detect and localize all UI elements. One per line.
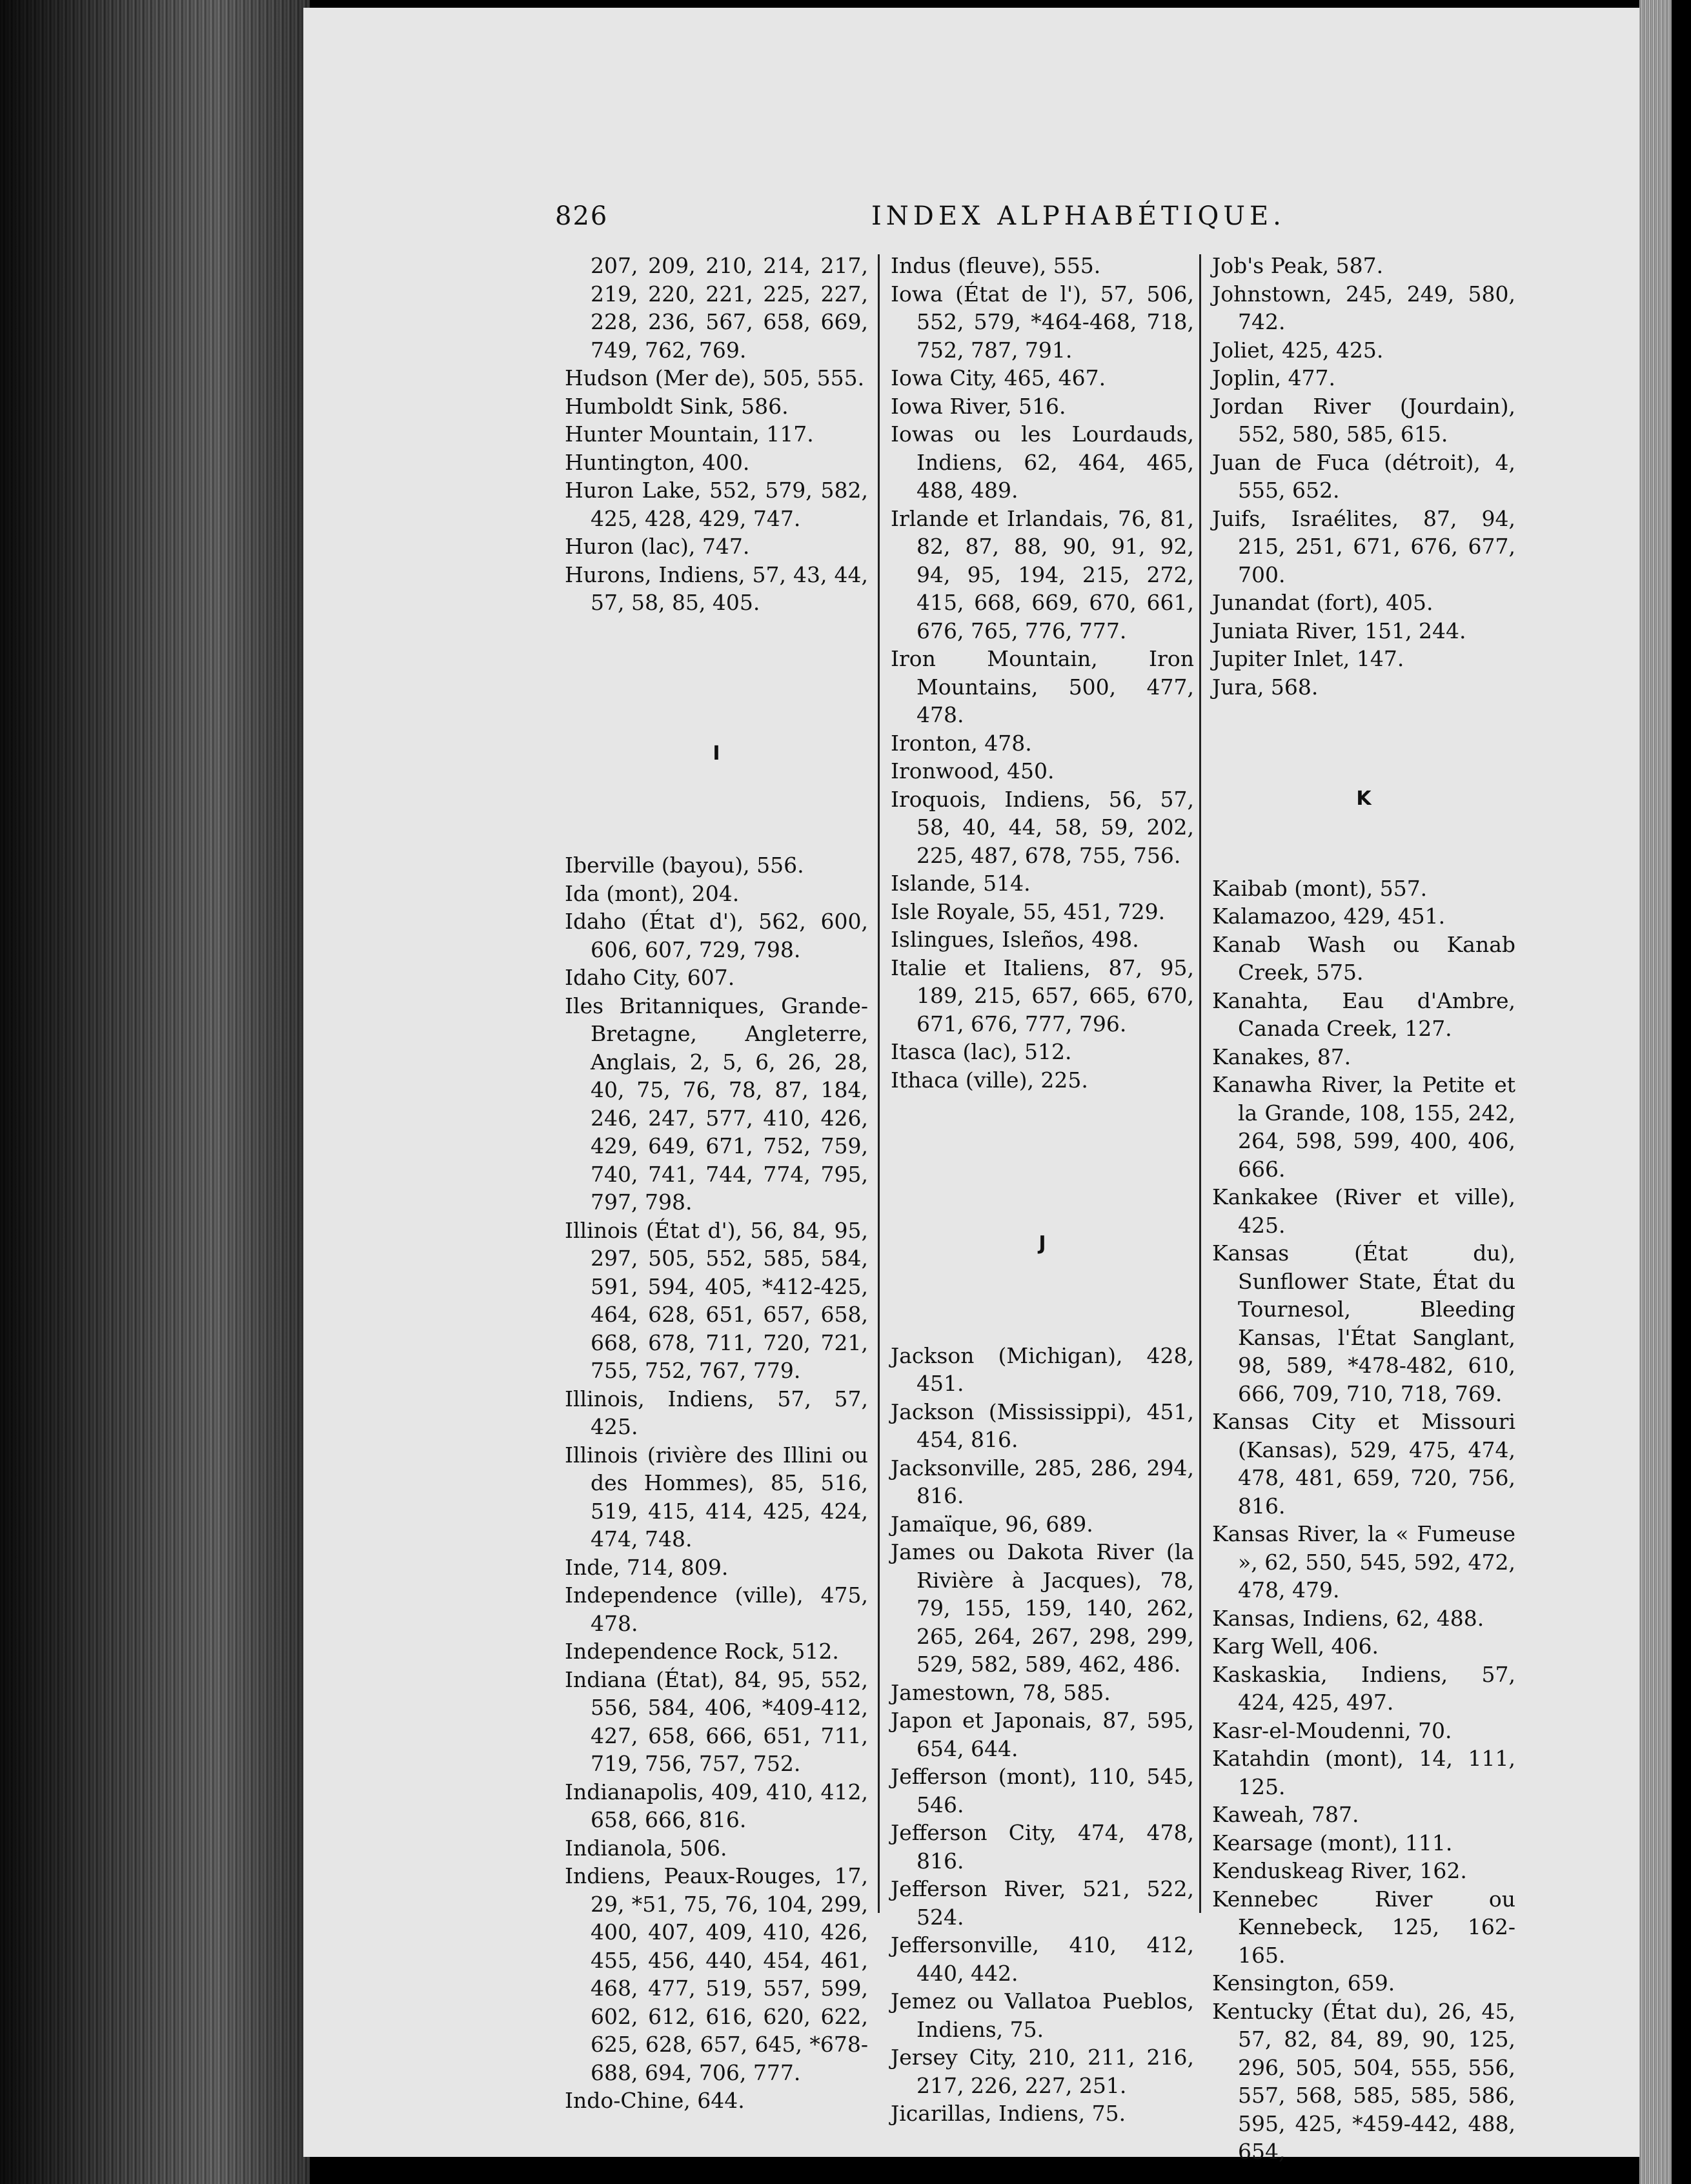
index-entry: Jefferson City, 474, 478, 816. bbox=[891, 1820, 1194, 1874]
index-entry: Jura, 568. bbox=[1212, 674, 1319, 700]
index-entry: Jacksonville, 285, 286, 294, 816. bbox=[891, 1455, 1194, 1508]
index-entry: Hudson (Mer de), 505, 555. bbox=[565, 365, 865, 390]
index-column-2 bbox=[891, 252, 1194, 2128]
index-entry: Jamestown, 78, 585. bbox=[891, 1679, 1111, 1705]
index-entry: Kaibab (mont), 557. bbox=[1212, 875, 1428, 901]
index-entry: Kasr-el-Moudenni, 70. bbox=[1212, 1717, 1452, 1743]
index-entry: Indiens, Peaux-Rouges, 17, 29, *51, 75, 76, 104, 299, 400, 407, 409, 410, 426, 455, 456, 440, 454, 461, 468, 477, 519, 557, 599, 602, 612, 616, 620, 622, 625, 628, 657, 645, *678-688, 694, 706, 777. bbox=[565, 1863, 868, 2085]
index-entry: Juniata River, 151, 244. bbox=[1212, 618, 1466, 643]
index-entry: Kaskaskia, Indiens, 57, 424, 425, 497. bbox=[1212, 1661, 1515, 1715]
index-entry: Irlande et Irlandais, 76, 81, 82, 87, 88, 90, 91, 92, 94, 95, 194, 215, 272, 415, 668, 669, 670, 661, 676, 765, 776, 777. bbox=[891, 505, 1194, 643]
book-spine bbox=[0, 0, 310, 2184]
index-entry: Jefferson (mont), 110, 545, 546. bbox=[891, 1764, 1194, 1817]
index-entry: Kansas City et Missouri (Kansas), 529, 475, 474, 478, 481, 659, 720, 756, 816. bbox=[1212, 1409, 1515, 1519]
index-entry: Illinois, Indiens, 57, 57, 425. bbox=[565, 1386, 868, 1439]
index-entry: 207, 209, 210, 214, 217, 219, 220, 221, 225, 227, 228, 236, 567, 658, 669, 749, 762, 769. bbox=[591, 253, 868, 363]
index-entry: Kansas, Indiens, 62, 488. bbox=[1212, 1605, 1484, 1631]
index-entry: Inde, 714, 809. bbox=[565, 1554, 729, 1580]
index-entry: Iowa (État de l'), 57, 506, 552, 579, *464-468, 718, 752, 787, 791. bbox=[891, 281, 1194, 363]
index-entry: Jupiter Inlet, 147. bbox=[1212, 646, 1404, 671]
index-column-3 bbox=[1212, 252, 1515, 2166]
index-entry: Kearsage (mont), 111. bbox=[1212, 1830, 1453, 1855]
index-entry: Kanab Wash ou Kanab Creek, 575. bbox=[1212, 931, 1515, 985]
index-entry: Ironwood, 450. bbox=[891, 758, 1055, 784]
index-entry: Hurons, Indiens, 57, 43, 44, 57, 58, 85, 405. bbox=[565, 561, 868, 615]
index-entry: Indianapolis, 409, 410, 412, 658, 666, 816. bbox=[565, 1779, 868, 1832]
index-entry: Japon et Japonais, 87, 595, 654, 644. bbox=[891, 1708, 1194, 1761]
index-entry: Karg Well, 406. bbox=[1212, 1633, 1379, 1659]
section-letter-k: K bbox=[1356, 787, 1372, 810]
index-entry: Katahdin (mont), 14, 111, 125. bbox=[1212, 1746, 1515, 1799]
index-entry: Kankakee (River et ville), 425. bbox=[1212, 1184, 1515, 1238]
index-entry: Kenduskeag River, 162. bbox=[1212, 1858, 1467, 1883]
index-entry: Illinois (rivière des Illini ou des Hommes), 85, 516, 519, 415, 414, 425, 424, 474, 748. bbox=[565, 1442, 868, 1552]
column-divider-2 bbox=[1199, 254, 1201, 1913]
index-entry: Islande, 514. bbox=[891, 871, 1031, 896]
index-entry: Kanawha River, la Petite et la Grande, 108, 155, 242, 264, 598, 599, 400, 406, 666. bbox=[1212, 1072, 1515, 1182]
index-entry: Iowa City, 465, 467. bbox=[891, 365, 1106, 390]
index-entry: Junandat (fort), 405. bbox=[1212, 590, 1433, 615]
index-entry: Isle Royale, 55, 451, 729. bbox=[891, 898, 1166, 924]
index-entry: Iles Britanniques, Grande-Bretagne, Angleterre, Anglais, 2, 5, 6, 26, 28, 40, 75, 76, 78, 87, 184, 246, 247, 577, 410, 426, 429, 649, 671, 752, 759, 740, 741, 744, 774, 795, 797, 798. bbox=[565, 993, 868, 1215]
index-page bbox=[303, 8, 1639, 2164]
index-entry: Joplin, 477. bbox=[1212, 365, 1336, 390]
index-entry: Ironton, 478. bbox=[891, 730, 1032, 756]
index-entry: Italie et Italiens, 87, 95, 189, 215, 657, 665, 670, 671, 676, 777, 796. bbox=[891, 955, 1194, 1036]
index-entry: James ou Dakota River (la Rivière à Jacques), 78, 79, 155, 159, 140, 262, 265, 264, 267, 298, 299, 529, 582, 589, 462, 486. bbox=[891, 1539, 1194, 1677]
index-entry: Illinois (État d'), 56, 84, 95, 297, 505, 552, 585, 584, 591, 594, 405, *412-425, 464, 628, 651, 657, 658, 668, 678, 711, 720, 721, 755, 752, 767, 779. bbox=[565, 1217, 868, 1383]
index-entry: Jeffersonville, 410, 412, 440, 442. bbox=[891, 1932, 1194, 1986]
index-entry: Independence (ville), 475, 478. bbox=[565, 1582, 868, 1636]
section-letter-j: J bbox=[1038, 1232, 1046, 1255]
index-entry: Kennebec River ou Kennebeck, 125, 162-165. bbox=[1212, 1886, 1515, 1968]
index-entry: Iberville (bayou), 556. bbox=[565, 853, 804, 878]
index-entry: Jordan River (Jourdain), 552, 580, 585, 615. bbox=[1212, 393, 1515, 447]
index-entry: Jackson (Michigan), 428, 451. bbox=[891, 1342, 1194, 1396]
page-edge bbox=[1639, 0, 1672, 2184]
index-entry: Iowas ou les Lourdauds, Indiens, 62, 464, 465, 488, 489. bbox=[891, 421, 1194, 503]
index-entry: Kalamazoo, 429, 451. bbox=[1212, 904, 1446, 929]
index-entry: Jamaïque, 96, 689. bbox=[891, 1511, 1093, 1537]
index-entry: Independence Rock, 512. bbox=[565, 1639, 839, 1664]
index-entry: Jersey City, 210, 211, 216, 217, 226, 227, 251. bbox=[891, 2045, 1194, 2098]
column-divider-1 bbox=[878, 254, 880, 1913]
index-entry: Idaho City, 607. bbox=[565, 965, 735, 990]
index-entry: Ida (mont), 204. bbox=[565, 880, 740, 906]
index-entry: Kansas River, la « Fumeuse », 62, 550, 545, 592, 472, 478, 479. bbox=[1212, 1521, 1515, 1603]
index-entry: Indus (fleuve), 555. bbox=[891, 253, 1101, 278]
index-entry: Joliet, 425, 425. bbox=[1212, 337, 1384, 363]
index-entry: Juan de Fuca (détroit), 4, 555, 652. bbox=[1212, 449, 1515, 503]
index-entry: Kensington, 659. bbox=[1212, 1970, 1395, 1996]
index-entry: Kentucky (État du), 26, 45, 57, 82, 84, 89, 90, 125, 296, 505, 504, 555, 556, 557, 568, 585, 585, 586, 595, 425, *459-442, 488, 654, bbox=[1212, 1998, 1515, 2164]
index-entry: Ithaca (ville), 225. bbox=[891, 1067, 1088, 1093]
index-entry: Kanahta, Eau d'Ambre, Canada Creek, 127. bbox=[1212, 987, 1515, 1041]
section-letter-i: I bbox=[713, 742, 720, 765]
running-title: INDEX ALPHABÉTIQUE. bbox=[871, 201, 1286, 231]
index-entry: Iroquois, Indiens, 56, 57, 58, 40, 44, 58, 59, 202, 225, 487, 678, 755, 756. bbox=[891, 786, 1194, 868]
index-entry: Humboldt Sink, 586. bbox=[565, 393, 789, 419]
index-entry: Iron Mountain, Iron Mountains, 500, 477, 478. bbox=[891, 646, 1194, 727]
index-entry: Itasca (lac), 512. bbox=[891, 1039, 1072, 1064]
index-entry: Job's Peak, 587. bbox=[1212, 253, 1384, 278]
index-entry: Jefferson River, 521, 522, 524. bbox=[891, 1876, 1194, 1930]
index-entry: Indiana (État), 84, 95, 552, 556, 584, 406, *409-412, 427, 658, 666, 651, 711, 719, 756, 757, 752. bbox=[565, 1666, 868, 1776]
index-entry: Huntington, 400. bbox=[565, 449, 750, 475]
index-entry: Kaweah, 787. bbox=[1212, 1802, 1359, 1827]
index-entry: Indianola, 506. bbox=[565, 1835, 727, 1861]
index-entry: Jemez ou Vallatoa Pueblos, Indiens, 75. bbox=[891, 1988, 1194, 2042]
index-entry: Jicarillas, Indiens, 75. bbox=[891, 2101, 1126, 2126]
index-entry: Hunter Mountain, 117. bbox=[565, 421, 814, 447]
index-entry: Juifs, Israélites, 87, 94, 215, 251, 671, 676, 677, 700. bbox=[1212, 505, 1515, 587]
index-entry: Kanakes, 87. bbox=[1212, 1044, 1352, 1069]
index-entry: Kansas (État du), Sunflower State, État du Tournesol, Bleeding Kansas, l'État Sanglant, 98, 589, *478-482, 610, 666, 709, 710, 718, 769. bbox=[1212, 1240, 1515, 1406]
index-entry: Islingues, Isleños, 498. bbox=[891, 927, 1139, 952]
page-header bbox=[303, 201, 1639, 240]
index-entry: Iowa River, 516. bbox=[891, 393, 1066, 419]
index-entry: Huron Lake, 552, 579, 582, 425, 428, 429, 747. bbox=[565, 478, 868, 531]
index-entry: Idaho (État d'), 562, 600, 606, 607, 729, 798. bbox=[565, 909, 868, 962]
index-entry: Johnstown, 245, 249, 580, 742. bbox=[1212, 281, 1515, 334]
page-number: 826 bbox=[555, 201, 609, 231]
index-column-1 bbox=[565, 252, 868, 2115]
index-entry: Huron (lac), 747. bbox=[565, 534, 750, 559]
index-entry: Jackson (Mississippi), 451, 454, 816. bbox=[891, 1399, 1194, 1452]
index-entry: Indo-Chine, 644. bbox=[565, 2088, 745, 2113]
